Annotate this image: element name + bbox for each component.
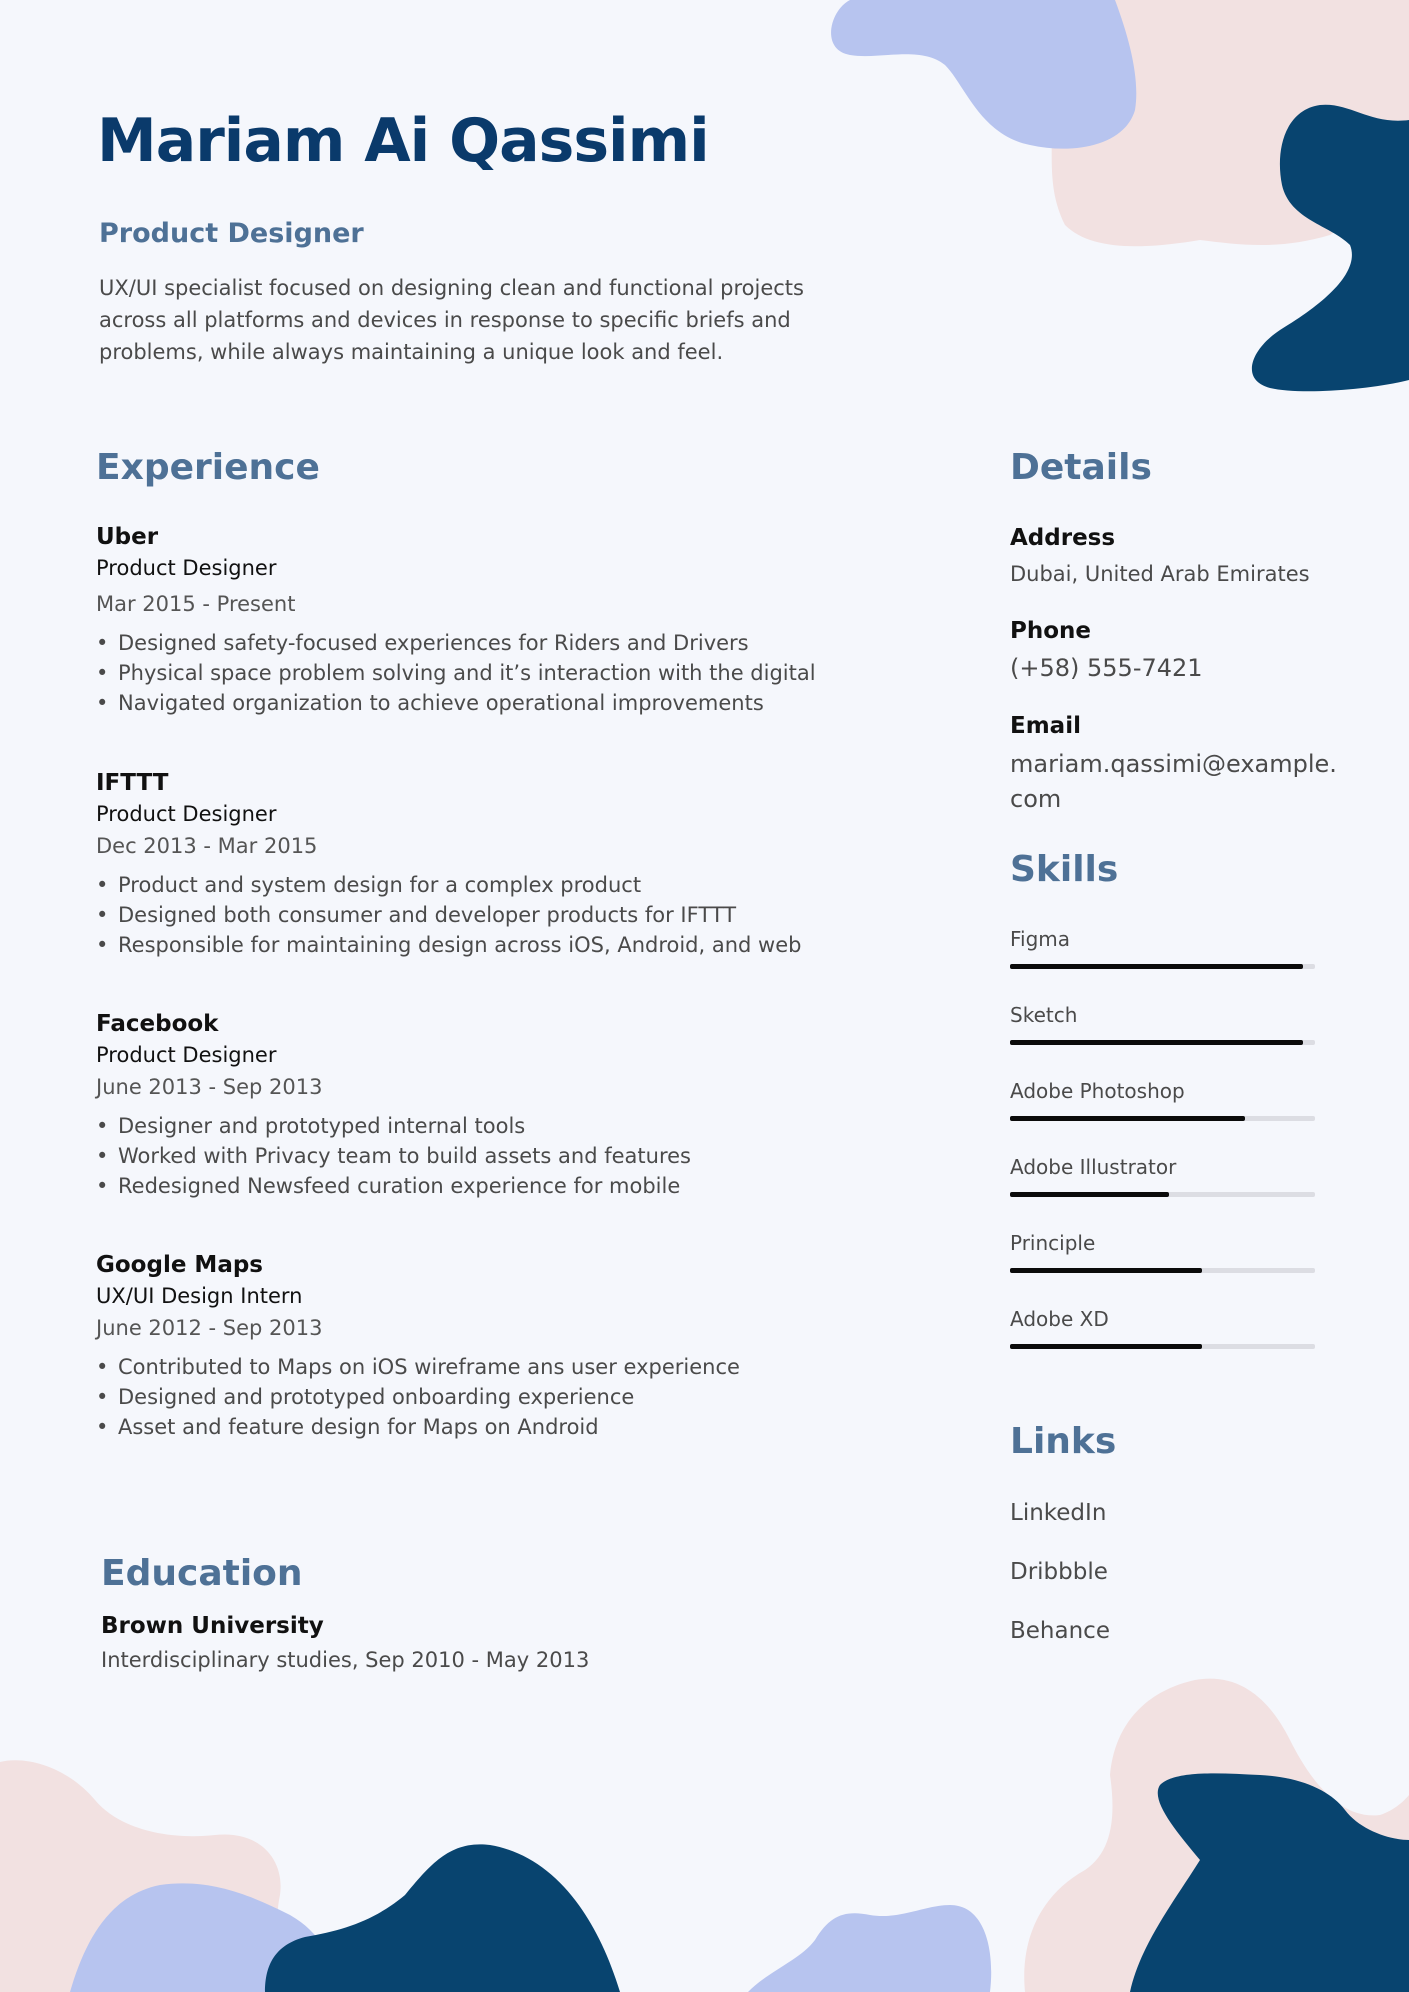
skill-bar — [1010, 1344, 1315, 1349]
skill-bar-fill — [1010, 1192, 1169, 1197]
job-bullet: • Product and system design for a complex product — [96, 870, 916, 900]
address-value: Dubai, United Arab Emirates — [1010, 562, 1310, 586]
skill-item — [1010, 926, 1315, 969]
skill-bar — [1010, 1116, 1315, 1121]
job-bullet: • Worked with Privacy team to build assets and features — [96, 1141, 916, 1171]
job-bullet: • Navigated organization to achieve operational improvements — [96, 688, 916, 718]
job-title: Product Designer — [96, 1043, 277, 1067]
candidate-role: Product Designer — [99, 218, 364, 249]
details-heading: Details — [1010, 447, 1152, 488]
job-entry — [96, 522, 916, 718]
job-title: UX/UI Design Intern — [96, 1284, 303, 1308]
skill-bar-fill — [1010, 1268, 1202, 1273]
skill-name: Adobe XD — [1010, 1307, 1109, 1331]
skills-heading: Skills — [1010, 849, 1119, 890]
profile-summary: UX/UI specialist focused on designing clean and functional projects across all platforms and devices in response to specific briefs and problems, while always maintaining a unique look and feel. — [99, 276, 804, 364]
job-bullets — [96, 1111, 916, 1201]
education-school: Brown University — [101, 1613, 324, 1639]
education-heading: Education — [101, 1553, 303, 1594]
phone-value: (+58) 555-7421 — [1010, 654, 1203, 682]
skill-item — [1010, 1154, 1315, 1197]
skill-bar-fill — [1010, 964, 1303, 969]
link-behance[interactable]: Behance — [1010, 1618, 1110, 1644]
skill-bar — [1010, 964, 1315, 969]
skill-bar — [1010, 1192, 1315, 1197]
job-company: Facebook — [96, 1011, 219, 1037]
job-company: Uber — [96, 524, 159, 550]
job-entry — [96, 768, 916, 960]
job-bullet: • Designer and prototyped internal tools — [96, 1111, 916, 1141]
skill-item — [1010, 1306, 1315, 1349]
skill-name: Adobe Photoshop — [1010, 1079, 1185, 1103]
skill-item — [1010, 1002, 1315, 1045]
skill-bar — [1010, 1268, 1315, 1273]
job-bullet: • Redesigned Newsfeed curation experience for mobile — [96, 1171, 916, 1201]
job-dates: Mar 2015 - Present — [96, 592, 296, 616]
job-title: Product Designer — [96, 556, 277, 580]
skill-name: Adobe Illustrator — [1010, 1155, 1177, 1179]
skill-name: Sketch — [1010, 1003, 1078, 1027]
skill-item — [1010, 1230, 1315, 1273]
job-bullet: • Contributed to Maps on iOS wireframe ans user experience — [96, 1352, 916, 1382]
job-title: Product Designer — [96, 802, 277, 826]
job-entry — [96, 1009, 916, 1201]
skill-item — [1010, 1078, 1315, 1121]
experience-heading: Experience — [96, 447, 320, 488]
job-bullet: • Asset and feature design for Maps on Android — [96, 1412, 916, 1442]
job-bullet: • Designed safety-focused experiences for Riders and Drivers — [96, 628, 916, 658]
job-bullet: • Responsible for maintaining design across iOS, Android, and web — [96, 930, 916, 960]
job-bullets — [96, 628, 916, 718]
job-bullet: • Physical space problem solving and it’s interaction with the digital — [96, 658, 916, 688]
email-label: Email — [1010, 713, 1081, 739]
job-bullets — [96, 870, 916, 960]
link-linkedin[interactable]: LinkedIn — [1010, 1500, 1107, 1526]
skill-bar-fill — [1010, 1040, 1303, 1045]
job-bullets — [96, 1352, 916, 1442]
job-entry — [96, 1250, 916, 1442]
link-dribbble[interactable]: Dribbble — [1010, 1559, 1108, 1585]
email-value[interactable]: mariam.qassimi@example.com — [1010, 750, 1337, 813]
skill-bar-fill — [1010, 1344, 1202, 1349]
job-dates: June 2012 - Sep 2013 — [96, 1316, 323, 1340]
phone-label: Phone — [1010, 618, 1092, 644]
job-bullet: • Designed both consumer and developer products for IFTTT — [96, 900, 916, 930]
links-heading: Links — [1010, 1421, 1117, 1462]
job-company: IFTTT — [96, 770, 169, 796]
job-dates: Dec 2013 - Mar 2015 — [96, 834, 318, 858]
skill-bar — [1010, 1040, 1315, 1045]
skill-name: Principle — [1010, 1231, 1096, 1255]
education-description: Interdisciplinary studies, Sep 2010 - May 2013 — [101, 1648, 590, 1672]
skill-bar-fill — [1010, 1116, 1245, 1121]
job-bullet: • Designed and prototyped onboarding experience — [96, 1382, 916, 1412]
job-company: Google Maps — [96, 1252, 263, 1278]
job-dates: June 2013 - Sep 2013 — [96, 1075, 323, 1099]
skill-name: Figma — [1010, 927, 1071, 951]
address-label: Address — [1010, 525, 1116, 551]
candidate-name: Mariam Ai Qassimi — [97, 106, 709, 176]
